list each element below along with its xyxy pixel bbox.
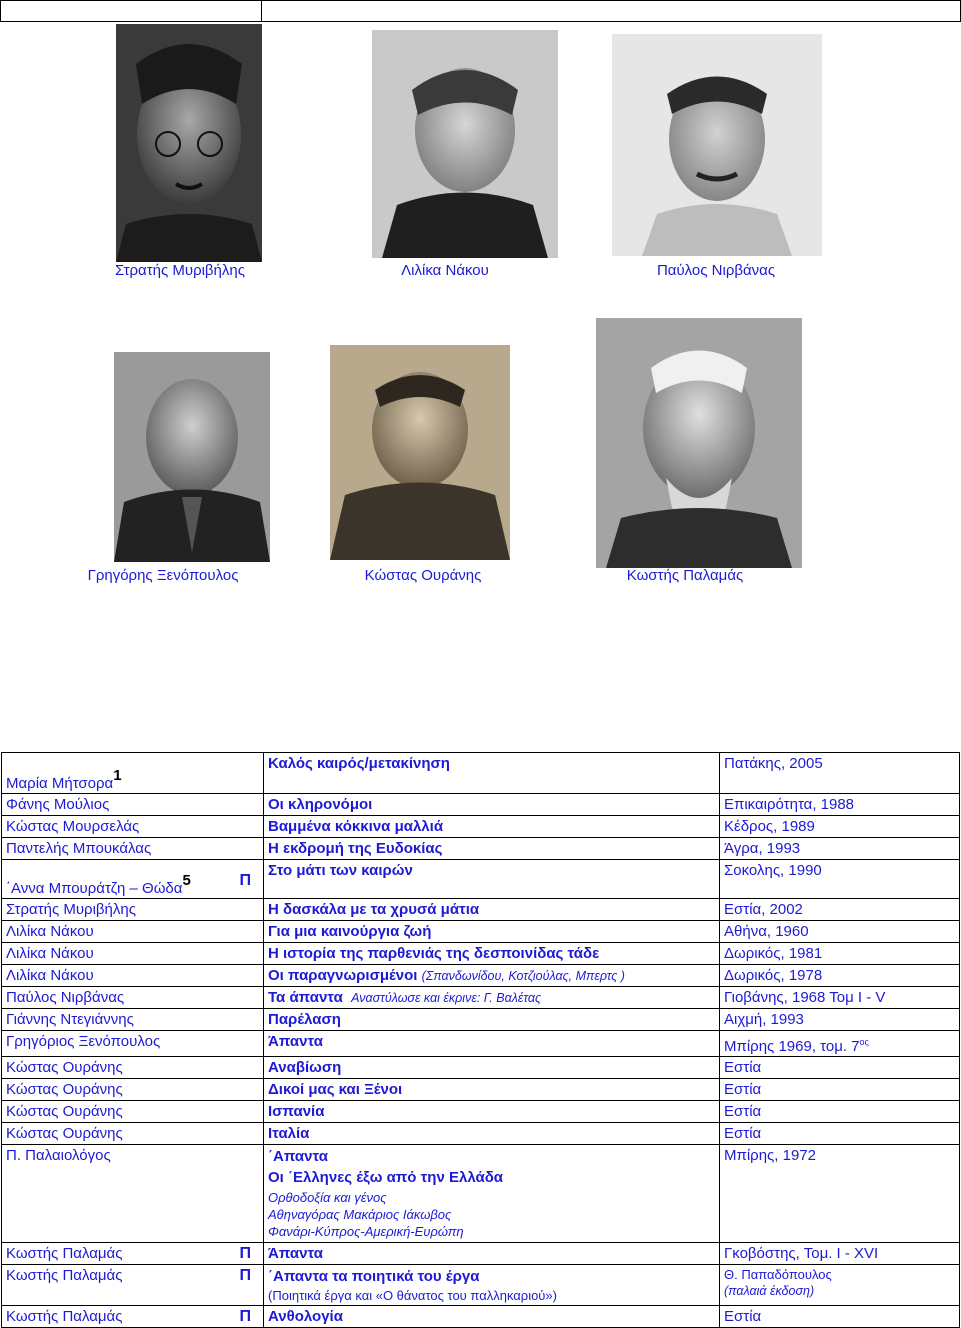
top-empty-cell	[261, 0, 961, 22]
title-cell: Τα άπαντα Αναστύλωσε και έκρινε: Γ. Βαλέτας	[264, 987, 720, 1009]
publisher-cell: Εστία	[720, 1306, 960, 1328]
table-row	[2, 1057, 960, 1079]
mark-label: Π	[239, 1245, 251, 1262]
title-cell: Οι παραγνωρισμένοι (Σπανδωνίδου, Κοτζιούλας, Μπερτς )	[264, 965, 720, 987]
title-cell: Ιταλία	[264, 1123, 720, 1145]
table-row	[2, 965, 960, 987]
photo-caption: Κώστας Ουράνης	[364, 567, 482, 584]
portrait-photo	[114, 352, 270, 562]
author-cell: Παύλος Νιρβάνας	[2, 987, 264, 1009]
publisher-cell: Αιχμή, 1993	[720, 1009, 960, 1031]
title-note: (Σπανδωνίδου, Κοτζιούλας, Μπερτς )	[421, 969, 625, 983]
title-cell: Αναβίωση	[264, 1057, 720, 1079]
photo-caption: Γρηγόρης Ξενόπουλος	[87, 567, 239, 584]
author-cell: Φάνης Μούλιος	[2, 794, 264, 816]
author-cell: Στρατής Μυριβήλης	[2, 899, 264, 921]
publisher-cell: Εστία	[720, 1123, 960, 1145]
photo-caption: Στρατής Μυριβήλης	[115, 262, 245, 279]
photo-caption: Παύλος Νιρβάνας	[656, 262, 776, 279]
publisher-cell: Εστία	[720, 1079, 960, 1101]
author-cell: ΄Αννα Μπουράτζη – Θώδα$^5$ Π	[2, 860, 264, 899]
title-note: Αναστύλωσε και έκρινε: Γ. Βαλέτας	[351, 991, 542, 1005]
author-cell: Λιλίκα Νάκου	[2, 921, 264, 943]
title-subline: Αθηναγόρας Μακάριος Ιάκωβος	[268, 1207, 452, 1222]
publisher-cell: Αθήνα, 1960	[720, 921, 960, 943]
author-cell: Λιλίκα Νάκου	[2, 965, 264, 987]
author-cell: Λιλίκα Νάκου	[2, 943, 264, 965]
table-row	[2, 987, 960, 1009]
publisher-cell: Μπίρης, 1972	[720, 1145, 960, 1243]
author-cell: Κώστας Ουράνης	[2, 1079, 264, 1101]
publisher-cell: Μπίρης 1969, τομ. $7^{o\varsigma}$	[720, 1031, 960, 1057]
table-row	[2, 1145, 960, 1243]
title-cell: Καλός καιρός/μετακίνηση	[264, 753, 720, 794]
author-cell: Κωστής Παλαμάς Π	[2, 1265, 264, 1306]
portrait-photo	[612, 34, 822, 256]
title-subline: (Ποιητικά έργα και «Ο θάνατος του παλληκαριού»)	[268, 1288, 557, 1303]
title-cell: Οι κληρονόμοι	[264, 794, 720, 816]
publisher-cell: Εστία	[720, 1057, 960, 1079]
photo-caption: Κωστής Παλαμάς	[626, 567, 744, 584]
title-cell: Η ιστορία της παρθενιάς της δεσποινίδας τάδε	[264, 943, 720, 965]
author-cell: Γρηγόριος Ξενόπουλος	[2, 1031, 264, 1057]
table-row	[2, 1265, 960, 1306]
title-subline: Φανάρι-Κύπρος-Αμερική-Ευρώπη	[268, 1224, 464, 1239]
table-row	[2, 860, 960, 899]
title-subline: Ορθοδοξία και γένος	[268, 1190, 387, 1205]
portrait-photo	[330, 345, 510, 560]
table-row	[2, 943, 960, 965]
table-row	[2, 794, 960, 816]
publisher-cell: Εστία, 2002	[720, 899, 960, 921]
mark-label: Π	[239, 872, 251, 889]
title-cell: Η εκδρομή της Ευδοκίας	[264, 838, 720, 860]
publisher-cell: Πατάκης, 2005	[720, 753, 960, 794]
publisher-cell: Δωρικός, 1978	[720, 965, 960, 987]
publisher-cell: Κέδρος, 1989	[720, 816, 960, 838]
table-row	[2, 1306, 960, 1328]
title-cell: Βαμμένα κόκκινα μαλλιά	[264, 816, 720, 838]
author-cell: Κωστής Παλαμάς Π	[2, 1243, 264, 1265]
portrait-photo	[372, 30, 558, 258]
table-row	[2, 1101, 960, 1123]
author-cell: Κώστας Ουράνης	[2, 1123, 264, 1145]
author-cell: Γιάννης Ντεγιάννης	[2, 1009, 264, 1031]
top-empty-row	[0, 0, 960, 22]
publisher-cell: Δωρικός, 1981	[720, 943, 960, 965]
title-cell: Παρέλαση	[264, 1009, 720, 1031]
title-cell: Άπαντα	[264, 1243, 720, 1265]
title-cell: ΄Απαντα Οι ΄Ελληνες έξω από την Ελλάδα Ορθοδοξία και γένος Αθηναγόρας Μακάριος Ιάκωβος Φανάρι-Κύπρος-Αμερική-Ευρώπη	[264, 1145, 720, 1243]
title-cell: ΄Απαντα τα ποιητικά του έργα (Ποιητικά έργα και «Ο θάνατος του παλληκαριού»)	[264, 1265, 720, 1306]
author-cell: Π. Παλαιολόγος	[2, 1145, 264, 1243]
author-cell: Κώστας Μουρσελάς	[2, 816, 264, 838]
photo-caption: Λιλίκα Νάκου	[401, 262, 489, 279]
title-cell: Δικοί μας και Ξένοι	[264, 1079, 720, 1101]
author-cell: Κώστας Ουράνης	[2, 1101, 264, 1123]
title-cell: Στο μάτι των καιρών	[264, 860, 720, 899]
table-row	[2, 1123, 960, 1145]
table-row	[2, 899, 960, 921]
publisher-cell: Εστία	[720, 1101, 960, 1123]
publisher-cell: Άγρα, 1993	[720, 838, 960, 860]
author-cell: Παντελής Μπουκάλας	[2, 838, 264, 860]
publisher-cell: Γιοβάνης, 1968 Τομ Ι - V	[720, 987, 960, 1009]
table-row	[2, 1031, 960, 1057]
table-row	[2, 921, 960, 943]
publisher-cell: Γκοβόστης, Τομ. Ι - ΧVΙ	[720, 1243, 960, 1265]
author-cell: Κωστής Παλαμάς Π	[2, 1306, 264, 1328]
title-cell: Άπαντα	[264, 1031, 720, 1057]
books-table	[1, 752, 960, 1328]
table-row	[2, 838, 960, 860]
top-empty-cell	[0, 0, 262, 22]
publisher-cell: Σοκολης, 1990	[720, 860, 960, 899]
portrait-photo	[596, 318, 802, 568]
table-row	[2, 816, 960, 838]
table-row	[2, 1079, 960, 1101]
portrait-photo	[116, 24, 262, 262]
mark-label: Π	[239, 1267, 251, 1284]
publisher-cell: Θ. Παπαδόπουλος (παλαιά έκδοση)	[720, 1265, 960, 1306]
title-cell: Η δασκάλα με τα χρυσά μάτια	[264, 899, 720, 921]
title-cell: Ισπανία	[264, 1101, 720, 1123]
title-cell: Ανθολογία	[264, 1306, 720, 1328]
mark-label: Π	[239, 1308, 251, 1325]
author-cell: Μαρία Μήτσορα$^1$	[2, 753, 264, 794]
table-row	[2, 1009, 960, 1031]
publisher-cell: Επικαιρότητα, 1988	[720, 794, 960, 816]
table-row	[2, 1243, 960, 1265]
author-cell: Κώστας Ουράνης	[2, 1057, 264, 1079]
title-cell: Για μια καινούργια ζωή	[264, 921, 720, 943]
table-row	[2, 753, 960, 794]
